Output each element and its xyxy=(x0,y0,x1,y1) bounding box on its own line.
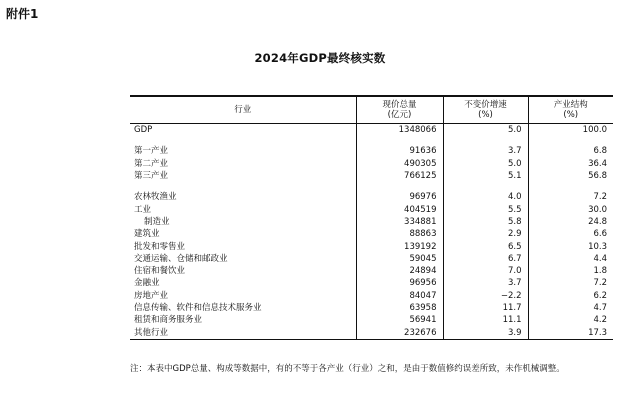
header-industry-label: 行业 xyxy=(234,105,252,115)
row-growth: 5.8 xyxy=(443,216,528,228)
table-row xyxy=(130,253,613,265)
row-gdp: 91636 xyxy=(356,145,443,157)
page-title: 2024年GDP最终核实数 xyxy=(254,51,386,65)
row-share: 1.8 xyxy=(528,265,613,277)
row-share: 30.0 xyxy=(528,203,613,215)
table-row xyxy=(130,216,613,228)
table-row xyxy=(130,240,613,252)
row-growth: 5.0 xyxy=(443,124,528,137)
row-growth: 5.0 xyxy=(443,158,528,170)
row-growth: 2.9 xyxy=(443,228,528,240)
row-gdp: 334881 xyxy=(356,216,443,228)
header-industry xyxy=(130,96,356,124)
row-name: 租赁和商务服务业 xyxy=(134,315,203,326)
row-growth: 3.9 xyxy=(443,326,528,339)
row-gdp: 59045 xyxy=(356,253,443,265)
row-name: 信息传输、软件和信息技术服务业 xyxy=(134,303,262,313)
gdp-table xyxy=(130,95,613,340)
header-gdp-line2: (亿元) xyxy=(387,110,412,120)
row-gdp: 88863 xyxy=(356,228,443,240)
row-share: 24.8 xyxy=(528,216,613,228)
row-growth: 7.0 xyxy=(443,265,528,277)
table-header xyxy=(130,96,613,124)
row-gdp: 96956 xyxy=(356,277,443,289)
gdp-table-container xyxy=(130,95,613,340)
row-name: 住宿和餐饮业 xyxy=(134,266,186,277)
row-growth: 4.0 xyxy=(443,191,528,203)
row-share: 36.4 xyxy=(528,158,613,170)
row-share: 6.8 xyxy=(528,145,613,157)
header-growth-line1: 不变价增速 xyxy=(464,100,507,110)
row-share: 6.2 xyxy=(528,290,613,302)
row-name: 第一产业 xyxy=(134,146,169,157)
row-name: 房地产业 xyxy=(134,290,169,301)
row-growth: 11.1 xyxy=(443,314,528,326)
table-row xyxy=(130,170,613,182)
row-name: 建筑业 xyxy=(134,229,160,240)
row-name: 第二产业 xyxy=(134,158,169,169)
table-row xyxy=(130,124,613,137)
row-share: 4.7 xyxy=(528,302,613,314)
row-name: 第三产业 xyxy=(134,171,169,182)
row-share: 17.3 xyxy=(528,326,613,339)
attachment-label: 附件1 xyxy=(6,7,39,21)
row-gdp: 139192 xyxy=(356,240,443,252)
row-name: 工业 xyxy=(134,204,152,215)
row-growth: 6.7 xyxy=(443,253,528,265)
table-row xyxy=(130,290,613,302)
row-growth: 6.5 xyxy=(443,240,528,252)
row-gdp: 63958 xyxy=(356,302,443,314)
table-footnote: 注：本表中GDP总量、构成等数据中，有的不等于各产业（行业）之和，是由于数值修约误差所致，未作机械调整。 xyxy=(130,364,565,374)
table-row xyxy=(130,203,613,215)
row-share: 6.6 xyxy=(528,228,613,240)
row-gdp: 24894 xyxy=(356,265,443,277)
header-share xyxy=(528,96,613,124)
spacer-row xyxy=(130,182,613,191)
table-body xyxy=(130,124,613,340)
table-row xyxy=(130,326,613,339)
row-growth: 5.1 xyxy=(443,170,528,182)
row-gdp: 490305 xyxy=(356,158,443,170)
row-name: 交通运输、仓储和邮政业 xyxy=(134,253,228,264)
row-share: 10.3 xyxy=(528,240,613,252)
row-gdp: 56941 xyxy=(356,314,443,326)
row-share: 4.2 xyxy=(528,314,613,326)
row-growth: 11.7 xyxy=(443,302,528,314)
row-gdp: 84047 xyxy=(356,290,443,302)
row-growth: 3.7 xyxy=(443,145,528,157)
table-row xyxy=(130,191,613,203)
row-gdp: 96976 xyxy=(356,191,443,203)
row-gdp: 1348066 xyxy=(356,124,443,137)
row-share: 7.2 xyxy=(528,277,613,289)
table-row xyxy=(130,158,613,170)
row-name: 农林牧渔业 xyxy=(134,192,177,203)
row-share: 7.2 xyxy=(528,191,613,203)
row-growth: 5.5 xyxy=(443,203,528,215)
header-growth xyxy=(443,96,528,124)
table-row xyxy=(130,265,613,277)
row-name: GDP xyxy=(134,125,153,136)
table-row xyxy=(130,145,613,157)
row-name: 其他行业 xyxy=(130,326,356,339)
header-gdp xyxy=(356,96,443,124)
table-row xyxy=(130,277,613,289)
table-row xyxy=(130,314,613,326)
row-gdp: 232676 xyxy=(356,326,443,339)
header-growth-line2: (%) xyxy=(478,110,493,120)
spacer-row xyxy=(130,136,613,145)
row-name: 批发和零售业 xyxy=(134,241,186,252)
row-name: 金融业 xyxy=(134,278,160,289)
table-row xyxy=(130,228,613,240)
row-growth: 3.7 xyxy=(443,277,528,289)
row-share: 56.8 xyxy=(528,170,613,182)
row-share: 4.4 xyxy=(528,253,613,265)
header-gdp-line1: 现价总量 xyxy=(382,100,417,110)
table-row xyxy=(130,302,613,314)
header-share-line2: (%) xyxy=(563,110,579,120)
row-name: 制造业 xyxy=(144,216,170,227)
header-share-line1: 产业结构 xyxy=(553,100,588,110)
row-growth: −2.2 xyxy=(443,290,528,302)
row-gdp: 404519 xyxy=(356,203,443,215)
row-share: 100.0 xyxy=(528,124,613,137)
row-gdp: 766125 xyxy=(356,170,443,182)
